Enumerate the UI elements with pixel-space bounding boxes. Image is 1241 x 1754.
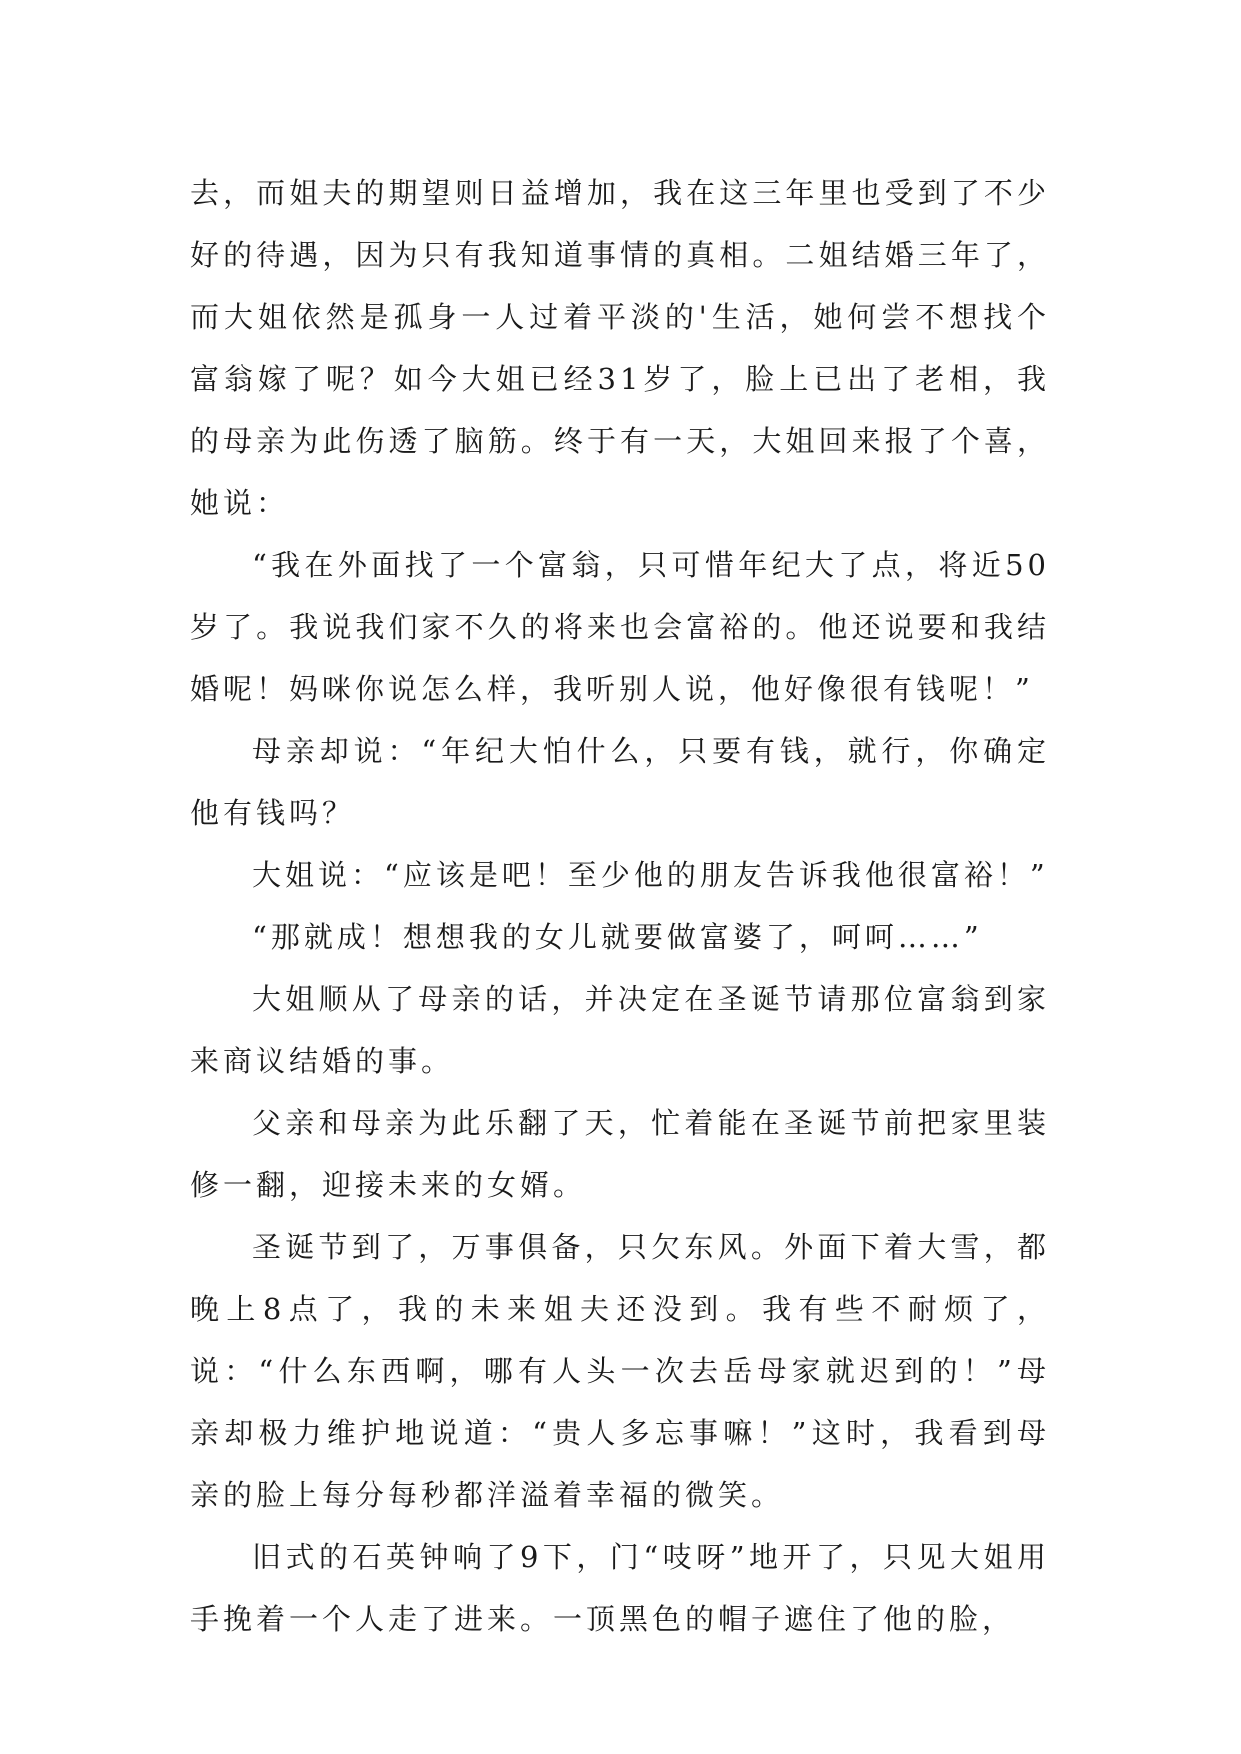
paragraph-4: 大姐说：“应该是吧！至少他的朋友告诉我他很富裕！”: [252, 858, 1049, 892]
paragraph-3: 母亲却说：“年纪大怕什么，只要有钱，就行，你确定他有钱吗？: [190, 734, 1050, 830]
paragraph-7: 父亲和母亲为此乐翻了天，忙着能在圣诞节前把家里装修一翻，迎接未来的女婿。: [190, 1106, 1050, 1202]
paragraph-2: “我在外面找了一个富翁，只可惜年纪大了点，将近50岁了。我说我们家不久的将来也会富裕的。他还说要和我结婚呢！妈咪你说怎么样，我听别人说，他好像很有钱呢！”: [190, 548, 1050, 706]
paragraph-1: 去，而姐夫的期望则日益增加，我在这三年里也受到了不少好的待遇，因为只有我知道事情的真相。二姐结婚三年了，而大姐依然是孤身一人过着平淡的'生活，她何尝不想找个富翁嫁了呢？如今大姐已经31岁了，脸上已出了老相，我的母亲为此伤透了脑筋。终于有一天，大姐回来报了个喜，她说：: [190, 176, 1050, 520]
document-page: [190, 162, 1050, 1650]
paragraph-9: 旧式的石英钟响了9下，门“吱呀”地开了，只见大姐用手挽着一个人走了进来。一顶黑色的帽子遮住了他的脸，: [190, 1540, 1050, 1636]
paragraph-6: 大姐顺从了母亲的话，并决定在圣诞节请那位富翁到家来商议结婚的事。: [190, 982, 1050, 1078]
paragraph-5: “那就成！想想我的女儿就要做富婆了，呵呵……”: [252, 920, 983, 954]
paragraph-8: 圣诞节到了，万事俱备，只欠东风。外面下着大雪，都晚上8点了，我的未来姐夫还没到。我有些不耐烦了，说：“什么东西啊，哪有人头一次去岳母家就迟到的！”母亲却极力维护地说道：“贵人多忘事嘛！”这时，我看到母亲的脸上每分每秒都洋溢着幸福的微笑。: [190, 1230, 1050, 1512]
